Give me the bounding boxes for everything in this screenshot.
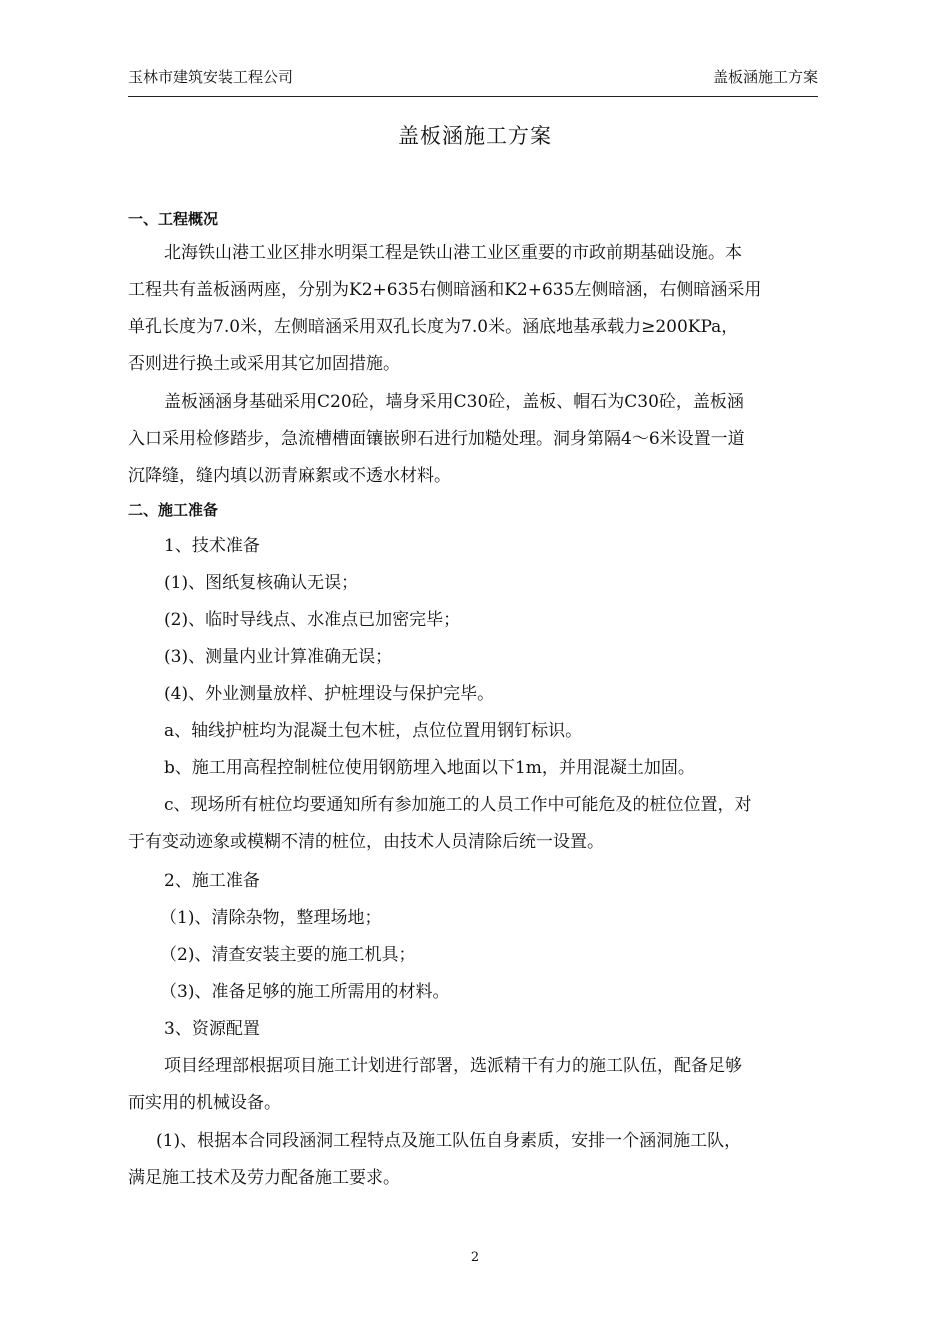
paragraph-line: 盖板涵涵身基础采用C20砼，墙身采用C30砼，盖板、帽石为C30砼，盖板涵 [164, 392, 744, 412]
paragraph-line: 于有变动迹象或模糊不清的桩位，由技术人员清除后统一设置。 [128, 832, 604, 852]
paragraph-line: 项目经理部根据项目施工计划进行部署，选派精干有力的施工队伍，配备足够 [164, 1056, 742, 1076]
paragraph-line: 满足施工技术及劳力配备施工要求。 [128, 1168, 400, 1188]
paragraph-line: 否则进行换土或采用其它加固措施。 [128, 354, 400, 374]
list-item: （3)、准备足够的施工所需用的材料。 [160, 982, 450, 1002]
paragraph-line: 工程共有盖板涵两座，分别为K2+635右侧暗涵和K2+635左侧暗涵，右侧暗涵采用 [128, 280, 762, 300]
list-item: (1)、图纸复核确认无误； [164, 573, 359, 593]
paragraph-line: 而实用的机械设备。 [128, 1093, 281, 1113]
paragraph-line: 单孔长度为7.0米，左侧暗涵采用双孔长度为7.0米。涵底地基承载力≥200KPa， [128, 317, 739, 337]
subsection-heading: 1、技术准备 [164, 536, 260, 556]
subsection-heading: 3、资源配置 [164, 1019, 260, 1039]
page-number: 2 [470, 1250, 480, 1265]
list-item: b、施工用高程控制桩位使用钢筋埋入地面以下1m，并用混凝土加固。 [164, 758, 695, 778]
paragraph-line: 入口采用检修踏步，急流槽槽面镶嵌卵石进行加糙处理。洞身第隔4～6米设置一道 [128, 429, 745, 449]
paragraph-line: c、现场所有桩位均要通知所有参加施工的人员工作中可能危及的桩位位置，对 [164, 795, 752, 815]
list-item: （1)、清除杂物，整理场地； [160, 908, 382, 928]
document-title: 盖板涵施工方案 [398, 124, 552, 148]
list-item: (4)、外业测量放样、护桩埋设与保护完毕。 [164, 684, 495, 704]
list-item: a、轴线护桩均为混凝土包木桩，点位位置用钢钉标识。 [164, 721, 583, 741]
section-heading-preparation: 二、施工准备 [128, 501, 219, 519]
page-header [128, 66, 818, 96]
header-rule [128, 96, 818, 97]
header-doc-title: 盖板涵施工方案 [712, 68, 818, 86]
list-item: (3)、测量内业计算准确无误； [164, 647, 393, 667]
paragraph-line: 北海铁山港工业区排水明渠工程是铁山港工业区重要的市政前期基础设施。本 [164, 243, 742, 263]
subsection-heading: 2、施工准备 [164, 871, 260, 891]
paragraph-line: 沉降缝，缝内填以沥青麻絮或不透水材料。 [128, 466, 451, 486]
list-item: （2)、清查安装主要的施工机具； [160, 945, 416, 965]
list-item: (2)、临时导线点、水准点已加密完毕； [164, 610, 461, 630]
list-item: (1)、根据本合同段涵洞工程特点及施工队伍自身素质，安排一个涵洞施工队， [156, 1131, 742, 1151]
header-company: 玉林市建筑安装工程公司 [128, 68, 294, 86]
section-heading-overview: 一、工程概况 [128, 210, 219, 228]
